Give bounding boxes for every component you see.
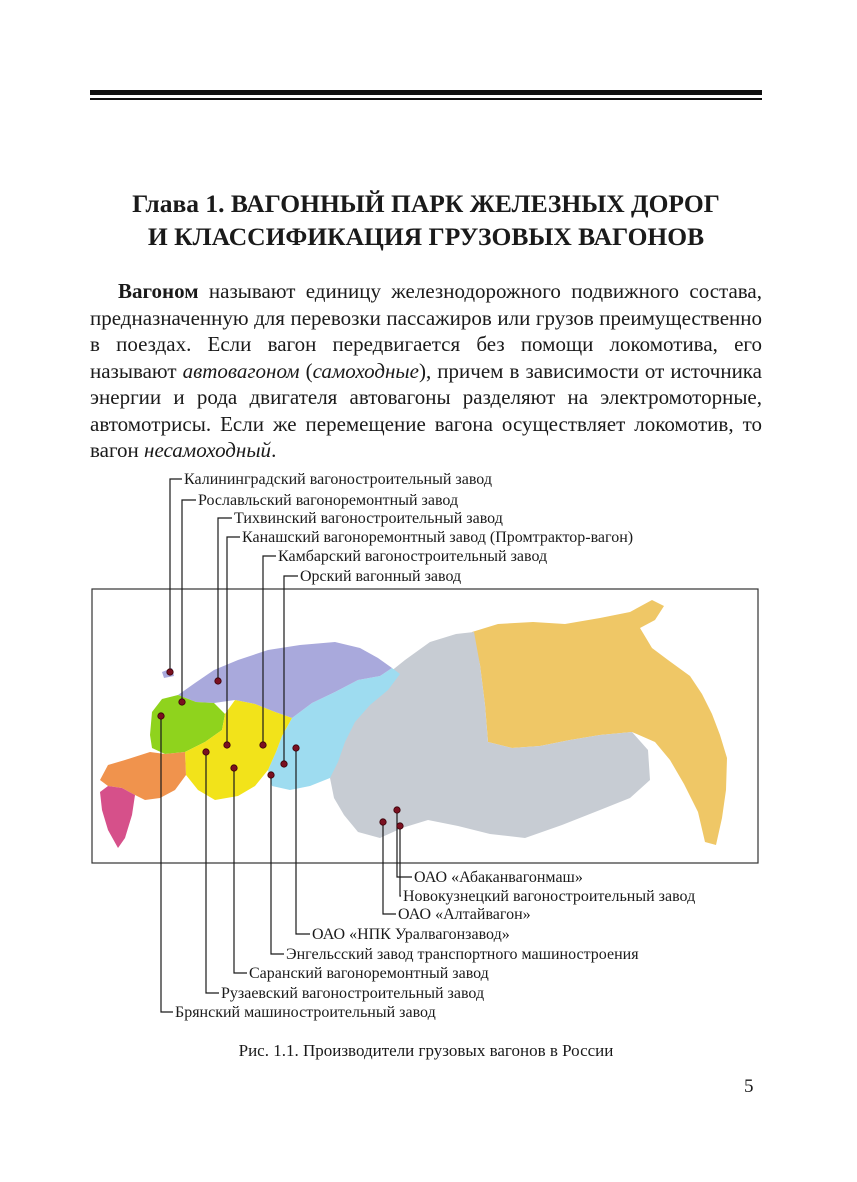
marker-roslavl: [179, 699, 185, 705]
map-frame: [92, 589, 758, 863]
term-self-propelled: самоходные: [312, 358, 419, 383]
label-roslavl: Рославльский вагоноремонтный завод: [198, 492, 459, 509]
leader-lines: [161, 479, 412, 1012]
header-rule-thick: [90, 90, 762, 95]
leader-line-kambarka: [263, 556, 276, 745]
label-uralvagonzavod: ОАО «НПК Уралвагонзавод»: [312, 926, 510, 943]
leader-line-uralvagonzavod: [296, 748, 310, 934]
label-novokuznetsk: Новокузнецкий вагоностроительный завод: [403, 888, 696, 905]
label-saransk: Саранский вагоноремонтный завод: [249, 965, 489, 982]
region-north-caucasus: [100, 786, 135, 848]
chapter-title-line-1: Глава 1. ВАГОННЫЙ ПАРК ЖЕЛЕЗНЫХ ДОРОГ: [132, 189, 720, 218]
marker-engels: [268, 772, 274, 778]
region-siberia: [330, 632, 650, 838]
paragraph-text-3: ), причем в зависимости от источника энергии и рода двигателя автовагоны разделяют на электромоторные, автомотрисы. Если же перемещение вагона осуществляет локомотив, то вагон: [90, 358, 763, 462]
label-orsk: Орский вагонный завод: [300, 568, 462, 585]
leader-line-tikhvin: [218, 518, 232, 681]
region-central: [150, 695, 225, 754]
marker-tikhvin: [215, 678, 221, 684]
intro-paragraph: [90, 278, 762, 464]
leader-line-abakan: [397, 810, 412, 877]
label-tikhvin: Тихвинский вагоностроительный завод: [234, 510, 503, 527]
marker-kambarka: [260, 742, 266, 748]
marker-orsk: [281, 761, 287, 767]
marker-kaliningrad: [167, 669, 173, 675]
label-kanash: Канашский вагоноремонтный завод (Промтрактор-вагон): [242, 529, 634, 546]
marker-bryansk: [158, 713, 164, 719]
paragraph-text-1: называют единицу железнодорожного подвижного состава, предназначенную для перевозки пассажиров или грузов преимущественно в поездах. Если вагон передвигается без помощи локомотива, его называют: [90, 279, 762, 383]
term-autowagon: автовагоном: [182, 358, 300, 383]
marker-saransk: [231, 765, 237, 771]
label-abakan: ОАО «Абаканвагонмаш»: [414, 869, 583, 886]
leader-line-saransk: [234, 768, 247, 973]
leader-line-kaliningrad: [170, 479, 182, 672]
label-engels: Энгельсский завод транспортного машиностроения: [286, 946, 639, 963]
marker-kanash: [224, 742, 230, 748]
label-bryansk: Брянский машиностроительный завод: [175, 1004, 436, 1021]
plant-markers: [158, 669, 403, 829]
region-northwest: [178, 642, 392, 718]
leader-line-ruzaevka: [206, 752, 219, 993]
page-number: 5: [744, 1076, 754, 1097]
label-ruzaevka: Рузаевский вагоностроительный завод: [221, 985, 485, 1002]
chapter-title-line-2: И КЛАССИФИКАЦИЯ ГРУЗОВЫХ ВАГОНОВ: [147, 222, 705, 251]
region-ural: [268, 668, 400, 790]
region-far-east: [472, 600, 727, 845]
term-wagon: Вагоном: [118, 279, 199, 303]
term-non-self-propelled: несамоходный: [144, 438, 272, 462]
label-kaliningrad: Калининградский вагоностроительный завод: [184, 471, 492, 488]
header-rule-thin: [90, 98, 762, 100]
leader-line-roslavl: [182, 500, 196, 702]
marker-abakan: [394, 807, 400, 813]
region-volga: [185, 700, 292, 800]
marker-altai: [380, 819, 386, 825]
marker-uralvagonzavod: [293, 745, 299, 751]
leader-line-kanash: [227, 537, 240, 745]
marker-ruzaevka: [203, 749, 209, 755]
label-altai: ОАО «Алтайвагон»: [398, 906, 531, 923]
leader-line-novokuznetsk: [400, 826, 401, 896]
marker-novokuznetsk: [397, 823, 403, 829]
figure-caption: Рис. 1.1. Производители грузовых вагонов в России: [238, 1041, 614, 1060]
paragraph-text-4: .: [271, 438, 277, 462]
leader-line-bryansk: [161, 716, 173, 1012]
leader-line-altai: [383, 822, 396, 914]
leader-line-engels: [271, 775, 284, 954]
paragraph-text-2: (: [299, 358, 313, 383]
chapter-title: [90, 187, 762, 253]
label-kambarka: Камбарский вагоностроительный завод: [278, 548, 548, 565]
leader-line-orsk: [284, 576, 298, 764]
region-south: [100, 752, 186, 800]
region-kaliningrad: [162, 668, 174, 678]
